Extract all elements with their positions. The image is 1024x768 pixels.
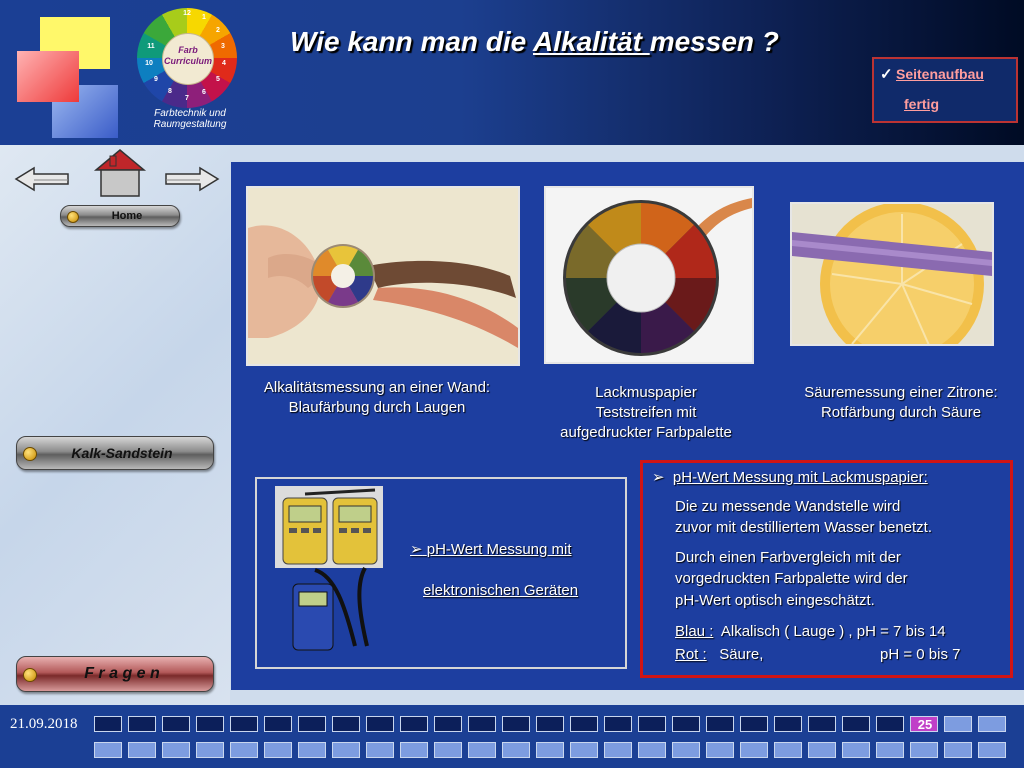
footer-bar — [0, 705, 1024, 768]
slide-button[interactable] — [604, 716, 632, 732]
logo-caption-line: Raumgestaltung — [153, 119, 227, 130]
slide-button[interactable] — [264, 742, 292, 758]
blau-text: Alkalisch ( Lauge ) , pH = 7 bis 14 — [720, 623, 946, 640]
logo-number: 11 — [147, 43, 155, 50]
logo-number: 3 — [221, 43, 225, 50]
slide-button[interactable] — [502, 716, 530, 732]
devices-line: elektronischen Geräten — [423, 582, 579, 599]
fragen-label: F r a g e n — [84, 665, 160, 682]
slide-button[interactable] — [842, 742, 870, 758]
sidebar — [0, 145, 230, 705]
slide-button[interactable] — [434, 742, 462, 758]
fragen-button[interactable] — [16, 656, 214, 692]
slide-button[interactable] — [672, 716, 700, 732]
kalk-sandstein-label: Kalk-Sandstein — [71, 445, 173, 461]
kalk-sandstein-button[interactable] — [16, 436, 214, 470]
caption-lemon — [786, 383, 1016, 423]
status-link-seitenaufbau[interactable]: Seitenaufbau — [896, 66, 984, 82]
footer-date: 21.09.2018 — [10, 716, 78, 732]
slide-button[interactable] — [366, 742, 394, 758]
slide-number: 25 — [917, 717, 933, 732]
slide-button[interactable] — [774, 716, 802, 732]
logo-number: 5 — [216, 76, 220, 83]
litmus-roll-image — [546, 188, 752, 362]
caption-litmus — [540, 383, 752, 443]
caption-line: aufgedruckter Farbpalette — [560, 424, 732, 441]
logo-number: 6 — [202, 89, 206, 96]
slide-button[interactable] — [264, 716, 292, 732]
slide-button[interactable] — [706, 716, 734, 732]
slide-button[interactable] — [978, 716, 1006, 732]
slide-button[interactable] — [740, 742, 768, 758]
slide-button[interactable] — [196, 716, 224, 732]
logo-number: 8 — [168, 88, 172, 95]
info-text: Die zu messende Wandstelle wird — [675, 498, 901, 515]
slide-button[interactable] — [298, 742, 326, 758]
slide-button[interactable] — [128, 716, 156, 732]
info-text: zuvor mit destilliertem Wasser benetzt. — [675, 519, 933, 536]
bullet-arrow-icon: ➢ — [652, 469, 665, 486]
slide-button[interactable] — [876, 742, 904, 758]
button-dot-icon — [67, 211, 79, 223]
slide-button[interactable] — [434, 716, 462, 732]
caption-line: Teststreifen mit — [595, 404, 697, 421]
slide-button[interactable] — [366, 716, 394, 732]
photo-litmus-paper — [544, 186, 754, 364]
slide-button[interactable] — [128, 742, 156, 758]
slide-button[interactable] — [468, 742, 496, 758]
devices-line: pH-Wert Messung mit — [426, 541, 572, 558]
caption-line: Säuremessung einer Zitrone: — [804, 384, 998, 401]
status-link-fertig[interactable]: fertig — [904, 96, 939, 112]
title-part: messen ? — [649, 26, 779, 57]
caption-line: Lackmuspapier — [595, 384, 697, 401]
slide-button[interactable] — [740, 716, 768, 732]
slide-button[interactable] — [502, 742, 530, 758]
slide-button[interactable] — [332, 742, 360, 758]
slide-button[interactable] — [842, 716, 870, 732]
slide-button[interactable] — [604, 742, 632, 758]
caption-line: Alkalitätsmessung an einer Wand: — [263, 379, 491, 396]
slide-button[interactable] — [944, 716, 972, 732]
title-underlined: Alkalität — [533, 26, 650, 57]
slide-button[interactable] — [536, 716, 564, 732]
slide-button[interactable] — [570, 742, 598, 758]
caption-line: Blaufärbung durch Laugen — [288, 399, 466, 416]
logo-number: 9 — [154, 76, 158, 83]
info-heading-text: pH-Wert Messung mit Lackmuspapier: — [672, 469, 928, 486]
rot-ph: pH = 0 bis 7 — [880, 646, 961, 663]
caption-wall — [246, 378, 508, 418]
logo-caption — [140, 108, 240, 130]
slide-button[interactable] — [230, 716, 258, 732]
info-text: Durch einen Farbvergleich mit der — [675, 549, 901, 566]
home-button-label: Home — [111, 210, 143, 222]
logo-caption-line: Farbtechnik und — [154, 108, 226, 119]
info-heading — [652, 468, 928, 486]
slide-button[interactable] — [944, 742, 972, 758]
slide-button[interactable] — [468, 716, 496, 732]
slide-button[interactable] — [536, 742, 564, 758]
devices-heading — [410, 540, 572, 558]
ph-wheel-hand-image — [248, 188, 518, 364]
slide-button[interactable] — [162, 742, 190, 758]
page-title — [290, 26, 779, 58]
logo-title: Farb Curriculum — [163, 45, 212, 66]
slide-button[interactable] — [910, 742, 938, 758]
logo-number: 1 — [202, 14, 206, 21]
ph-meter-devices-image — [275, 486, 383, 652]
current-slide-button[interactable] — [910, 716, 938, 732]
caption-line: Rotfärbung durch Säure — [820, 404, 982, 421]
slide-button[interactable] — [638, 716, 666, 732]
title-part: Wie kann man die — [290, 26, 533, 57]
slide-button[interactable] — [808, 716, 836, 732]
logo-number: 12 — [183, 10, 191, 17]
button-dot-icon — [23, 447, 37, 461]
info-text: pH-Wert optisch eingeschätzt. — [675, 592, 875, 609]
decor-red-square — [17, 51, 79, 102]
slide-button[interactable] — [400, 742, 428, 758]
info-text: vorgedruckten Farbpalette wird der — [675, 570, 908, 587]
slide-button[interactable] — [570, 716, 598, 732]
slide-button[interactable] — [196, 742, 224, 758]
slide-button[interactable] — [978, 742, 1006, 758]
info-rot-line — [675, 646, 763, 663]
logo-number: 10 — [145, 60, 153, 67]
bullet-arrow-icon: ➢ — [410, 541, 423, 558]
photo-lemon — [790, 202, 994, 346]
rot-label: Rot : — [675, 646, 707, 663]
status-box — [872, 57, 1018, 123]
slide-button[interactable] — [774, 742, 802, 758]
slide-button[interactable] — [298, 716, 326, 732]
home-button[interactable] — [60, 205, 180, 227]
photo-wall-measurement — [246, 186, 520, 366]
lemon-strip-image — [792, 204, 992, 344]
arrow-left-icon[interactable] — [14, 165, 70, 193]
check-icon: ✓ — [880, 66, 893, 83]
info-blau-line — [675, 623, 946, 640]
arrow-right-icon[interactable] — [164, 165, 220, 193]
slide-button[interactable] — [230, 742, 258, 758]
blau-label: Blau : — [675, 623, 714, 640]
slide-button[interactable] — [332, 716, 360, 732]
slide-button[interactable] — [808, 742, 836, 758]
slide-button[interactable] — [94, 742, 122, 758]
slide-button[interactable] — [706, 742, 734, 758]
farb-curriculum-logo — [137, 8, 237, 108]
logo-number: 2 — [216, 27, 220, 34]
rot-text: Säure, — [719, 646, 764, 663]
slide-button[interactable] — [162, 716, 190, 732]
logo-number: 7 — [185, 95, 189, 102]
logo-center — [162, 33, 214, 85]
slide-button[interactable] — [638, 742, 666, 758]
slide-button[interactable] — [400, 716, 428, 732]
button-dot-icon — [23, 668, 37, 682]
house-icon[interactable] — [92, 148, 148, 198]
slide-button[interactable] — [94, 716, 122, 732]
slide-button[interactable] — [672, 742, 700, 758]
slide-button[interactable] — [876, 716, 904, 732]
logo-number: 4 — [222, 60, 226, 67]
